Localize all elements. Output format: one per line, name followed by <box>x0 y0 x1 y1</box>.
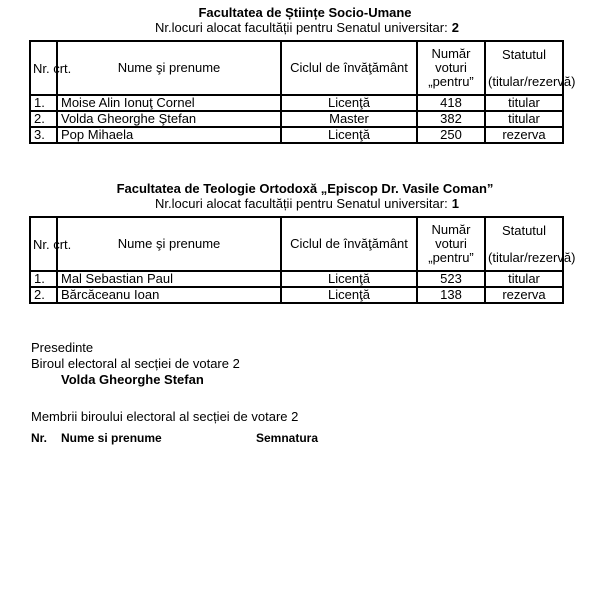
seats-value: 2 <box>451 20 459 35</box>
faculty-seats-line <box>0 20 600 35</box>
seats-value: 1 <box>451 196 459 211</box>
seats-label: Nr.locuri alocat facultății pentru Senatul universitar: <box>155 20 448 35</box>
table-row: 1. Mal Sebastian Paul Licenţă 523 titular <box>30 271 563 287</box>
header-status: Statutul (titular/rezervă) <box>485 217 563 271</box>
table-row: 2. Volda Gheorghe Ştefan Master 382 titular <box>30 111 563 127</box>
col-name: Nume si prenume <box>61 431 162 445</box>
section-faculty-teologie <box>0 181 600 211</box>
header-status: Statutul (titular/rezervă) <box>485 41 563 95</box>
president-label: Presedinte <box>31 340 94 355</box>
header-cycle: Ciclul de învăţământ <box>281 41 417 95</box>
table-row: 2. Bărcăceanu Ioan Licenţă 138 rezerva <box>30 287 563 303</box>
candidates-table-1 <box>29 40 576 144</box>
faculty-seats-line <box>0 196 600 211</box>
col-nr: Nr. <box>31 431 48 445</box>
header-votes: Număr voturi „pentru” <box>417 217 485 271</box>
members-label: Membrii biroului electoral al secției de votare 2 <box>31 409 299 424</box>
faculty-title: Facultatea de Teologie Ortodoxă „Episcop Dr. Vasile Coman” <box>116 181 494 196</box>
faculty-title: Facultatea de Științe Socio-Umane <box>198 5 412 20</box>
table-header-row <box>30 41 563 95</box>
table-row: 3. Pop Mihaela Licenţă 250 rezerva <box>30 127 563 143</box>
section-faculty-socio-umane <box>0 5 600 35</box>
col-signature: Semnatura <box>256 431 319 445</box>
header-nr: Nr. crt. <box>30 217 57 271</box>
bureau-label: Biroul electoral al secției de votare 2 <box>31 356 240 371</box>
seats-label: Nr.locuri alocat facultății pentru Senatul universitar: <box>155 196 448 211</box>
table-row: 1. Moise Alin Ionuţ Cornel Licenţă 418 titular <box>30 95 563 111</box>
header-name: Nume şi prenume <box>57 41 281 95</box>
president-name: Volda Gheorghe Stefan <box>61 372 204 387</box>
header-cycle: Ciclul de învăţământ <box>281 217 417 271</box>
table-header-row <box>30 217 563 271</box>
header-votes: Număr voturi „pentru” <box>417 41 485 95</box>
candidates-table-2 <box>29 216 576 304</box>
header-name: Nume şi prenume <box>57 217 281 271</box>
members-header-row <box>31 431 431 447</box>
president-block <box>31 340 240 388</box>
header-nr: Nr. crt. <box>30 41 57 95</box>
